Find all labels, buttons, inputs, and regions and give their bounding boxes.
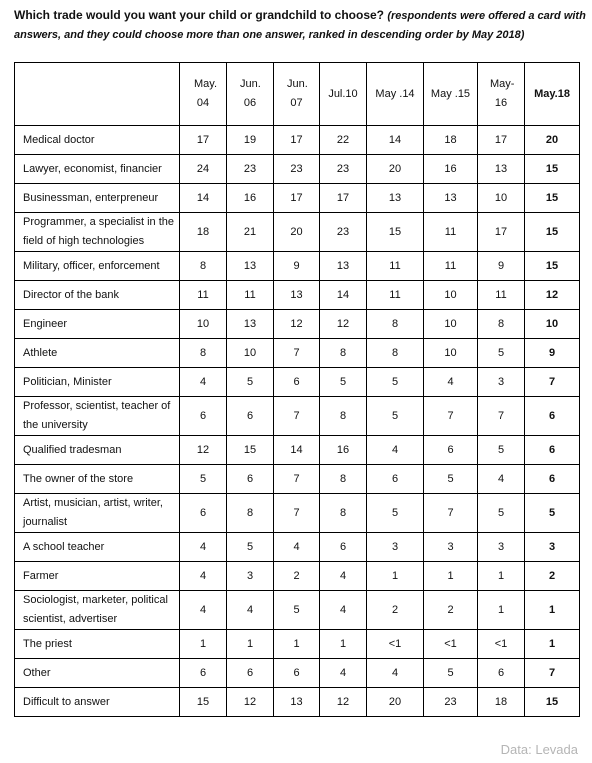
table-row	[15, 213, 580, 252]
row-label: Difficult to answer	[15, 688, 180, 717]
value-cell: 18	[478, 688, 525, 717]
value-cell: 15	[180, 688, 227, 717]
value-cell: 5	[424, 465, 478, 494]
value-cell: 6	[424, 436, 478, 465]
value-cell: 6	[180, 397, 227, 436]
value-cell: 2	[274, 562, 320, 591]
value-cell: 6	[227, 659, 274, 688]
value-cell: 14	[367, 126, 424, 155]
value-cell: 21	[227, 213, 274, 252]
value-cell: 7	[478, 397, 525, 436]
value-cell: 14	[180, 184, 227, 213]
value-cell: 5	[227, 533, 274, 562]
value-cell: 5	[525, 494, 580, 533]
value-cell: 13	[424, 184, 478, 213]
value-cell: 7	[274, 465, 320, 494]
value-cell: 7	[424, 397, 478, 436]
value-cell: 15	[227, 436, 274, 465]
value-cell: 12	[274, 310, 320, 339]
table-row	[15, 310, 580, 339]
value-cell: 11	[424, 213, 478, 252]
row-label: Athlete	[15, 339, 180, 368]
value-cell: 22	[320, 126, 367, 155]
value-cell: 23	[424, 688, 478, 717]
table-row	[15, 184, 580, 213]
value-cell: 11	[424, 252, 478, 281]
value-cell: 15	[525, 213, 580, 252]
value-cell: 10	[424, 310, 478, 339]
value-cell: 7	[525, 368, 580, 397]
value-cell: 11	[367, 281, 424, 310]
value-cell: 1	[367, 562, 424, 591]
value-cell: 4	[274, 533, 320, 562]
value-cell: 17	[478, 213, 525, 252]
survey-question: Which trade would you want your child or grandchild to choose?	[14, 8, 385, 22]
value-cell: 24	[180, 155, 227, 184]
survey-note: (respondents were offered a card with answers, and they could choose more than one answer, ranked in descending order by May 2018)	[14, 10, 586, 41]
table-row	[15, 494, 580, 533]
row-label: Engineer	[15, 310, 180, 339]
value-cell: 2	[367, 591, 424, 630]
survey-table	[14, 62, 580, 717]
value-cell: 19	[227, 126, 274, 155]
value-cell: 5	[478, 494, 525, 533]
column-header: May- 16	[478, 63, 525, 126]
value-cell: 16	[227, 184, 274, 213]
row-label: Professor, scientist, teacher of the university	[15, 397, 180, 436]
row-label: The priest	[15, 630, 180, 659]
value-cell: 12	[227, 688, 274, 717]
column-header: Jun. 06	[227, 63, 274, 126]
value-cell: 4	[320, 562, 367, 591]
value-cell: 4	[320, 659, 367, 688]
table-row	[15, 281, 580, 310]
value-cell: 15	[525, 252, 580, 281]
value-cell: 5	[478, 339, 525, 368]
value-cell: 7	[274, 339, 320, 368]
value-cell: 4	[478, 465, 525, 494]
column-header: May.18	[525, 63, 580, 126]
column-header: Jun. 07	[274, 63, 320, 126]
row-label: Medical doctor	[15, 126, 180, 155]
value-cell: 3	[478, 533, 525, 562]
value-cell: 7	[525, 659, 580, 688]
table-row	[15, 465, 580, 494]
value-cell: 1	[424, 562, 478, 591]
value-cell: 11	[227, 281, 274, 310]
value-cell: 1	[180, 630, 227, 659]
value-cell: 5	[367, 397, 424, 436]
value-cell: 4	[424, 368, 478, 397]
value-cell: 6	[367, 465, 424, 494]
value-cell: 16	[320, 436, 367, 465]
value-cell: 20	[525, 126, 580, 155]
row-label: Politician, Minister	[15, 368, 180, 397]
value-cell: 2	[525, 562, 580, 591]
value-cell: 7	[274, 397, 320, 436]
value-cell: 17	[320, 184, 367, 213]
row-label: Farmer	[15, 562, 180, 591]
value-cell: 1	[320, 630, 367, 659]
row-label: The owner of the store	[15, 465, 180, 494]
row-label: Military, officer, enforcement	[15, 252, 180, 281]
value-cell: 8	[367, 339, 424, 368]
value-cell: 16	[424, 155, 478, 184]
value-cell: 15	[525, 688, 580, 717]
value-cell: 10	[180, 310, 227, 339]
value-cell: 18	[424, 126, 478, 155]
value-cell: 23	[227, 155, 274, 184]
row-label: Qualified tradesman	[15, 436, 180, 465]
source-credit: Data: Levada	[500, 742, 578, 757]
value-cell: 20	[274, 213, 320, 252]
value-cell: 13	[274, 281, 320, 310]
value-cell: 9	[274, 252, 320, 281]
value-cell: 17	[478, 126, 525, 155]
value-cell: 4	[180, 368, 227, 397]
column-header: May .14	[367, 63, 424, 126]
value-cell: 6	[274, 659, 320, 688]
value-cell: 14	[320, 281, 367, 310]
value-cell: 6	[320, 533, 367, 562]
value-cell: 9	[525, 339, 580, 368]
value-cell: 4	[180, 533, 227, 562]
value-cell: 5	[320, 368, 367, 397]
value-cell: 14	[274, 436, 320, 465]
row-label: Director of the bank	[15, 281, 180, 310]
header-label-cell	[15, 63, 180, 126]
value-cell: 5	[478, 436, 525, 465]
row-label: Lawyer, economist, financier	[15, 155, 180, 184]
value-cell: 23	[274, 155, 320, 184]
row-label: Other	[15, 659, 180, 688]
table-row	[15, 688, 580, 717]
value-cell: 6	[180, 659, 227, 688]
value-cell: 3	[424, 533, 478, 562]
value-cell: 8	[320, 339, 367, 368]
table-row	[15, 533, 580, 562]
value-cell: 5	[180, 465, 227, 494]
row-label: Artist, musician, artist, writer, journalist	[15, 494, 180, 533]
column-header: May. 04	[180, 63, 227, 126]
value-cell: 6	[227, 397, 274, 436]
value-cell: 17	[274, 184, 320, 213]
value-cell: 4	[180, 591, 227, 630]
value-cell: 11	[180, 281, 227, 310]
row-label: Businessman, enterpreneur	[15, 184, 180, 213]
table-row	[15, 397, 580, 436]
value-cell: 6	[525, 436, 580, 465]
value-cell: 13	[478, 155, 525, 184]
row-label: A school teacher	[15, 533, 180, 562]
table-body	[15, 126, 580, 717]
value-cell: 6	[180, 494, 227, 533]
table-title	[14, 6, 586, 44]
value-cell: 6	[274, 368, 320, 397]
value-cell: 8	[320, 494, 367, 533]
table-row	[15, 630, 580, 659]
value-cell: 5	[274, 591, 320, 630]
value-cell: 8	[320, 397, 367, 436]
value-cell: 18	[180, 213, 227, 252]
value-cell: 1	[227, 630, 274, 659]
value-cell: 11	[367, 252, 424, 281]
value-cell: <1	[367, 630, 424, 659]
value-cell: 8	[227, 494, 274, 533]
table-row	[15, 368, 580, 397]
value-cell: 6	[478, 659, 525, 688]
table-row	[15, 155, 580, 184]
value-cell: <1	[478, 630, 525, 659]
value-cell: 17	[180, 126, 227, 155]
value-cell: 10	[424, 281, 478, 310]
value-cell: 8	[478, 310, 525, 339]
value-cell: 13	[320, 252, 367, 281]
value-cell: 5	[367, 368, 424, 397]
value-cell: 4	[320, 591, 367, 630]
value-cell: 1	[478, 591, 525, 630]
column-header: Jul.10	[320, 63, 367, 126]
table-row	[15, 562, 580, 591]
value-cell: 12	[320, 310, 367, 339]
value-cell: 5	[227, 368, 274, 397]
value-cell: 4	[227, 591, 274, 630]
value-cell: 9	[478, 252, 525, 281]
value-cell: 12	[180, 436, 227, 465]
value-cell: 10	[227, 339, 274, 368]
value-cell: 17	[274, 126, 320, 155]
value-cell: 13	[227, 252, 274, 281]
value-cell: 12	[320, 688, 367, 717]
table-row	[15, 659, 580, 688]
value-cell: 23	[320, 213, 367, 252]
value-cell: 8	[367, 310, 424, 339]
value-cell: 23	[320, 155, 367, 184]
table-row	[15, 436, 580, 465]
value-cell: 3	[478, 368, 525, 397]
value-cell: 13	[227, 310, 274, 339]
value-cell: 13	[367, 184, 424, 213]
value-cell: 6	[525, 465, 580, 494]
value-cell: 15	[367, 213, 424, 252]
value-cell: 2	[424, 591, 478, 630]
value-cell: 20	[367, 155, 424, 184]
table-row	[15, 126, 580, 155]
value-cell: <1	[424, 630, 478, 659]
value-cell: 6	[525, 397, 580, 436]
value-cell: 20	[367, 688, 424, 717]
value-cell: 10	[424, 339, 478, 368]
value-cell: 5	[367, 494, 424, 533]
value-cell: 1	[525, 630, 580, 659]
value-cell: 7	[274, 494, 320, 533]
table-row	[15, 252, 580, 281]
value-cell: 1	[274, 630, 320, 659]
value-cell: 11	[478, 281, 525, 310]
value-cell: 7	[424, 494, 478, 533]
table-row	[15, 591, 580, 630]
value-cell: 8	[180, 252, 227, 281]
value-cell: 15	[525, 184, 580, 213]
value-cell: 12	[525, 281, 580, 310]
value-cell: 6	[227, 465, 274, 494]
row-label: Programmer, a specialist in the field of high technologies	[15, 213, 180, 252]
value-cell: 5	[424, 659, 478, 688]
value-cell: 1	[478, 562, 525, 591]
value-cell: 3	[227, 562, 274, 591]
value-cell: 3	[367, 533, 424, 562]
row-label: Sociologist, marketer, political scientist, advertiser	[15, 591, 180, 630]
table-row	[15, 339, 580, 368]
value-cell: 4	[367, 436, 424, 465]
value-cell: 10	[478, 184, 525, 213]
value-cell: 15	[525, 155, 580, 184]
value-cell: 8	[180, 339, 227, 368]
value-cell: 3	[525, 533, 580, 562]
value-cell: 10	[525, 310, 580, 339]
value-cell: 13	[274, 688, 320, 717]
value-cell: 8	[320, 465, 367, 494]
value-cell: 1	[525, 591, 580, 630]
header-row	[15, 63, 580, 126]
column-header: May .15	[424, 63, 478, 126]
value-cell: 4	[180, 562, 227, 591]
value-cell: 4	[367, 659, 424, 688]
